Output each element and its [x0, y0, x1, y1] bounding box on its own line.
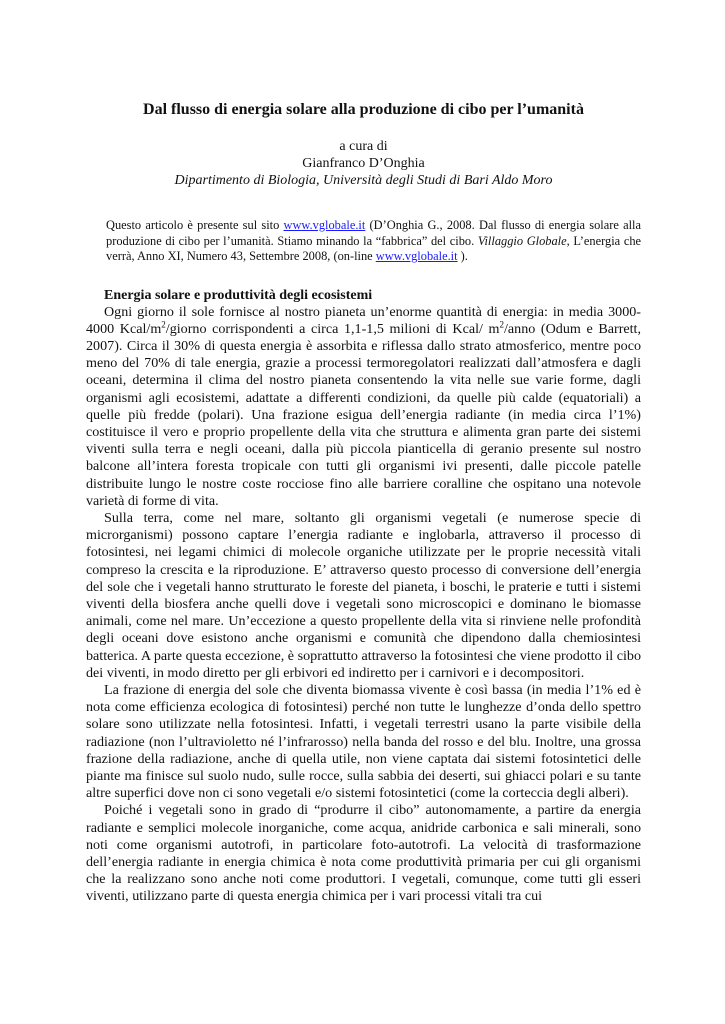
note-text-3: , L’energia che verrà, Anno XI, Numero 43, Settembre 2008, (on-line	[106, 233, 642, 263]
vglobale-link-2[interactable]: www.vglobale.it	[375, 249, 458, 263]
note-text-2: (D’Onghia G., 2008. Dal flusso di energia solare alla produzione di cibo per l’umanità. Stiamo minando la “fabbrica” del cibo.	[106, 218, 641, 248]
note-text-1: Questo articolo è presente sul sito	[106, 218, 284, 232]
citation-note	[86, 218, 641, 265]
vglobale-link-1[interactable]: www.vglobale.it	[283, 218, 366, 232]
document-title: Dal flusso di energia solare alla produzione di cibo per l’umanità	[143, 101, 584, 118]
paragraph-1-text-b: /giorno corrispondenti a circa 1,1-1,5 milioni di Kcal/ m	[165, 320, 500, 337]
paragraph-3: La frazione di energia del sole che diventa biomassa vivente è così bassa (in media l’1% ed è nota come efficienza ecologica di fotosintesi) perché non tutte le lunghezze d’onda dello spettro solare sono utilizzate nella fotosintesi. Infatti, i vegetali terrestri usano la parte visibile della radiazione (non l’ultravioletto né l’infrarosso) nella banda del rosso e del blu. Inoltre, una grossa frazione della radiazione, anche di quella utile, non viene captata dai sistemi fotosintetici delle piante ma finisce sul suolo nudo, sulle rocce, sulla sabbia dei deserti, sui ghiacci polari e su tante altre superfici dove non ci sono vegetali e/o sistemi fotosintetici (come la corteccia degli alberi).	[86, 681, 641, 802]
paragraph-1-text-a: Ogni giorno il sole fornisce al nostro pianeta un’enorme quantità di energia: in media 3000-4000 Kcal/m	[86, 303, 641, 337]
paragraph-4: Poiché i vegetali sono in grado di “produrre il cibo” autonomamente, a partire da energia radiante e semplici molecole inorganiche, come acqua, anidride carbonica e sali minerali, sono noti come organismi autotrofi, in particolare foto-autotrofi. La velocità di trasformazione dell’energia radiante in energia chimica è nota come produttività primaria per cui gli organismi che la realizzano sono anche noti come produttori. I vegetali, comunque, come tutti gli esseri viventi, utilizzano parte di questa energia chimica per i vari processi vitali tra cui	[86, 802, 641, 905]
paragraph-1-text-c: /anno (Odum e Barrett, 2007). Circa il 30% di questa energia è assorbita e riflessa dallo strato atmosferico, mentre poco meno del 70% di tale energia, grazie a processi termoregolatori realizzati dall’atmosfera e dagli oceani, determina il clima del nostro pianeta consentendo la vita nelle sue varie forme, dagli organismi agli ecosistemi, adattate a differenti condizioni, da quelle più calde (equatoriali) a quelle più fredde (polari). Una frazione esigua dell’energia radiante (in media circa l’1%) costituisce il vero e proprio propellente della vita che struttura e alimenta gran parte dei sistemi viventi sulla terra e negli oceani, dalla più piccola pianticella di geranio presente sul nostro balcone all’intera foresta tropicale con tutti gli organismi ivi presenti, dalle piccole patelle distribuite lungo le nostre coste rocciose fino alle barriere coralline che ospitano una notevole varietà di forme di vita.	[86, 320, 641, 509]
paragraph-1	[86, 304, 641, 510]
paragraph-2: Sulla terra, come nel mare, soltanto gli organismi vegetali (e numerose specie di microrganismi) possono captare l’energia radiante e inglobarla, attraverso il processo di fotosintesi, nei legami chimici di molecole organiche utilizzate per le proprie necessità vitali compreso la crescita e la riproduzione. E’ attraverso questo processo di conversione dell’energia del sole che i vegetali hanno strutturato le foreste del pianeta, i boschi, le praterie e tutti i sistemi viventi della biosfera anche quelli dove i vegetali sono microscopici e dominano le biomasse animali, come nel mare. Un’eccezione a questo propellente della vita si rinviene nelle profondità degli oceani dove esistono anche organismi e comunità che dipendono dalla chemiosintesi batterica. A parte questa eccezione, è soprattutto attraverso la fotosintesi che viene prodotto il cibo dei viventi, in modo diretto per gli erbivori ed indiretto per i carnivori e i decompositori.	[86, 509, 641, 681]
author-affiliation: Dipartimento di Biologia, Università degli Studi di Bari Aldo Moro	[174, 173, 553, 188]
superscript-2a: 2	[161, 319, 166, 330]
note-text-4: ).	[457, 249, 468, 263]
document-page	[86, 100, 641, 906]
byline	[86, 138, 641, 189]
byline-intro: a cura di	[339, 139, 388, 154]
journal-name: Villaggio Globale	[477, 233, 567, 248]
superscript-2b: 2	[499, 319, 505, 330]
section-heading: Energia solare e produttività degli ecosistemi	[104, 287, 373, 303]
author-name: Gianfranco D’Onghia	[302, 156, 425, 171]
